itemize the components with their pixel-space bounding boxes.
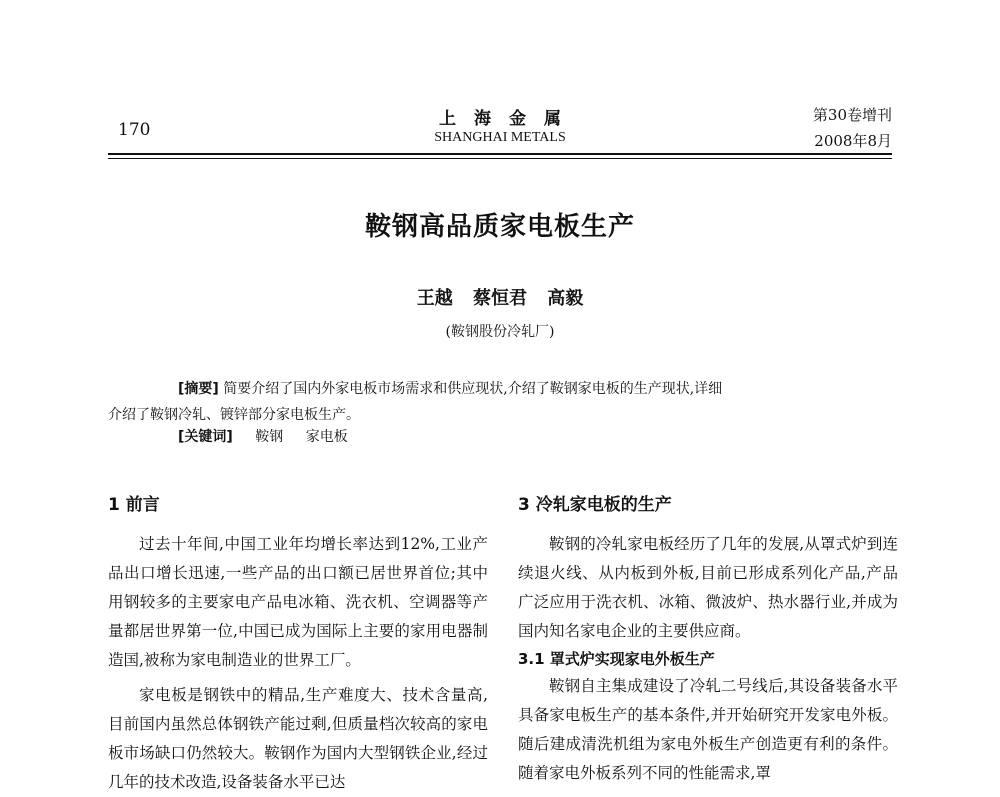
intro-paragraph-2: 家电板是钢铁中的精品,生产难度大、技术含量高,目前国内虽然总体钢铁产能过剩,但质量档次较高的家电板市场缺口仍然较大。鞍钢作为国内大型钢铁企业,经过几年的技术改造,设备装备水平已达 xyxy=(108,686,488,791)
issue-date: 2008年8月 xyxy=(814,132,892,150)
left-column-body xyxy=(108,530,488,797)
article-title: 鞍钢高品质家电板生产 xyxy=(364,212,635,242)
intro-paragraph-1: 过去十年间,中国工业年均增长率达到12%,工业产品出口增长迅速,一些产品的出口额已居世界首位;其中用钢较多的主要家电产品电冰箱、洗衣机、空调器等产量都居世界第一位,中国已成为国际上主要的家用电器制造国,被称为家电制造业的世界工厂。 xyxy=(108,535,488,669)
cold-rolled-paragraph-2: 鞍钢自主集成建设了冷轧二号线后,其设备装备水平具备家电板生产的基本条件,并开始研究开发家电外板。随后建成清洗机组为家电外板生产创造更有利的条件。随着家电外板系列不同的性能需求,罩 xyxy=(518,677,898,782)
subsection-heading-3-1: 3.1 罩式炉实现家电外板生产 xyxy=(518,650,715,668)
header-rule-thin xyxy=(108,158,892,159)
journal-title-cn: 上海金属 xyxy=(439,109,579,129)
abstract-text-line1: 简要介绍了国内外家电板市场需求和供应现状,介绍了鞍钢家电板的生产现状,详细 xyxy=(223,381,723,397)
cold-rolled-paragraph-1: 鞍钢的冷轧家电板经历了几年的发展,从罩式炉到连续退火线、从内板到外板,目前已形成系列化产品,产品广泛应用于洗衣机、冰箱、微波炉、热水器行业,并成为国内知名家电企业的主要供应商。 xyxy=(518,535,898,640)
article-authors: 王越 蔡恒君 高毅 xyxy=(416,288,584,309)
abstract-text-line2: 介绍了鞍钢冷轧、镀锌部分家电板生产。 xyxy=(108,407,360,423)
page-number: 170 xyxy=(118,120,151,140)
volume-label: 第30卷增刊 xyxy=(812,106,892,124)
author-affiliation: (鞍钢股份冷轧厂) xyxy=(445,324,555,340)
abstract xyxy=(108,376,898,428)
keywords xyxy=(178,426,348,446)
section-heading-cold-rolled: 3 冷轧家电板的生产 xyxy=(518,495,672,515)
header-rule-thick xyxy=(108,153,892,155)
section-heading-introduction: 1 前言 xyxy=(108,495,160,515)
keywords-text: 鞍钢 家电板 xyxy=(255,429,348,445)
abstract-label: [摘要] xyxy=(178,381,219,397)
keywords-label: [关键词] xyxy=(178,429,233,445)
right-column-body xyxy=(518,530,898,788)
journal-title-en: SHANGHAI METALS xyxy=(434,130,566,145)
